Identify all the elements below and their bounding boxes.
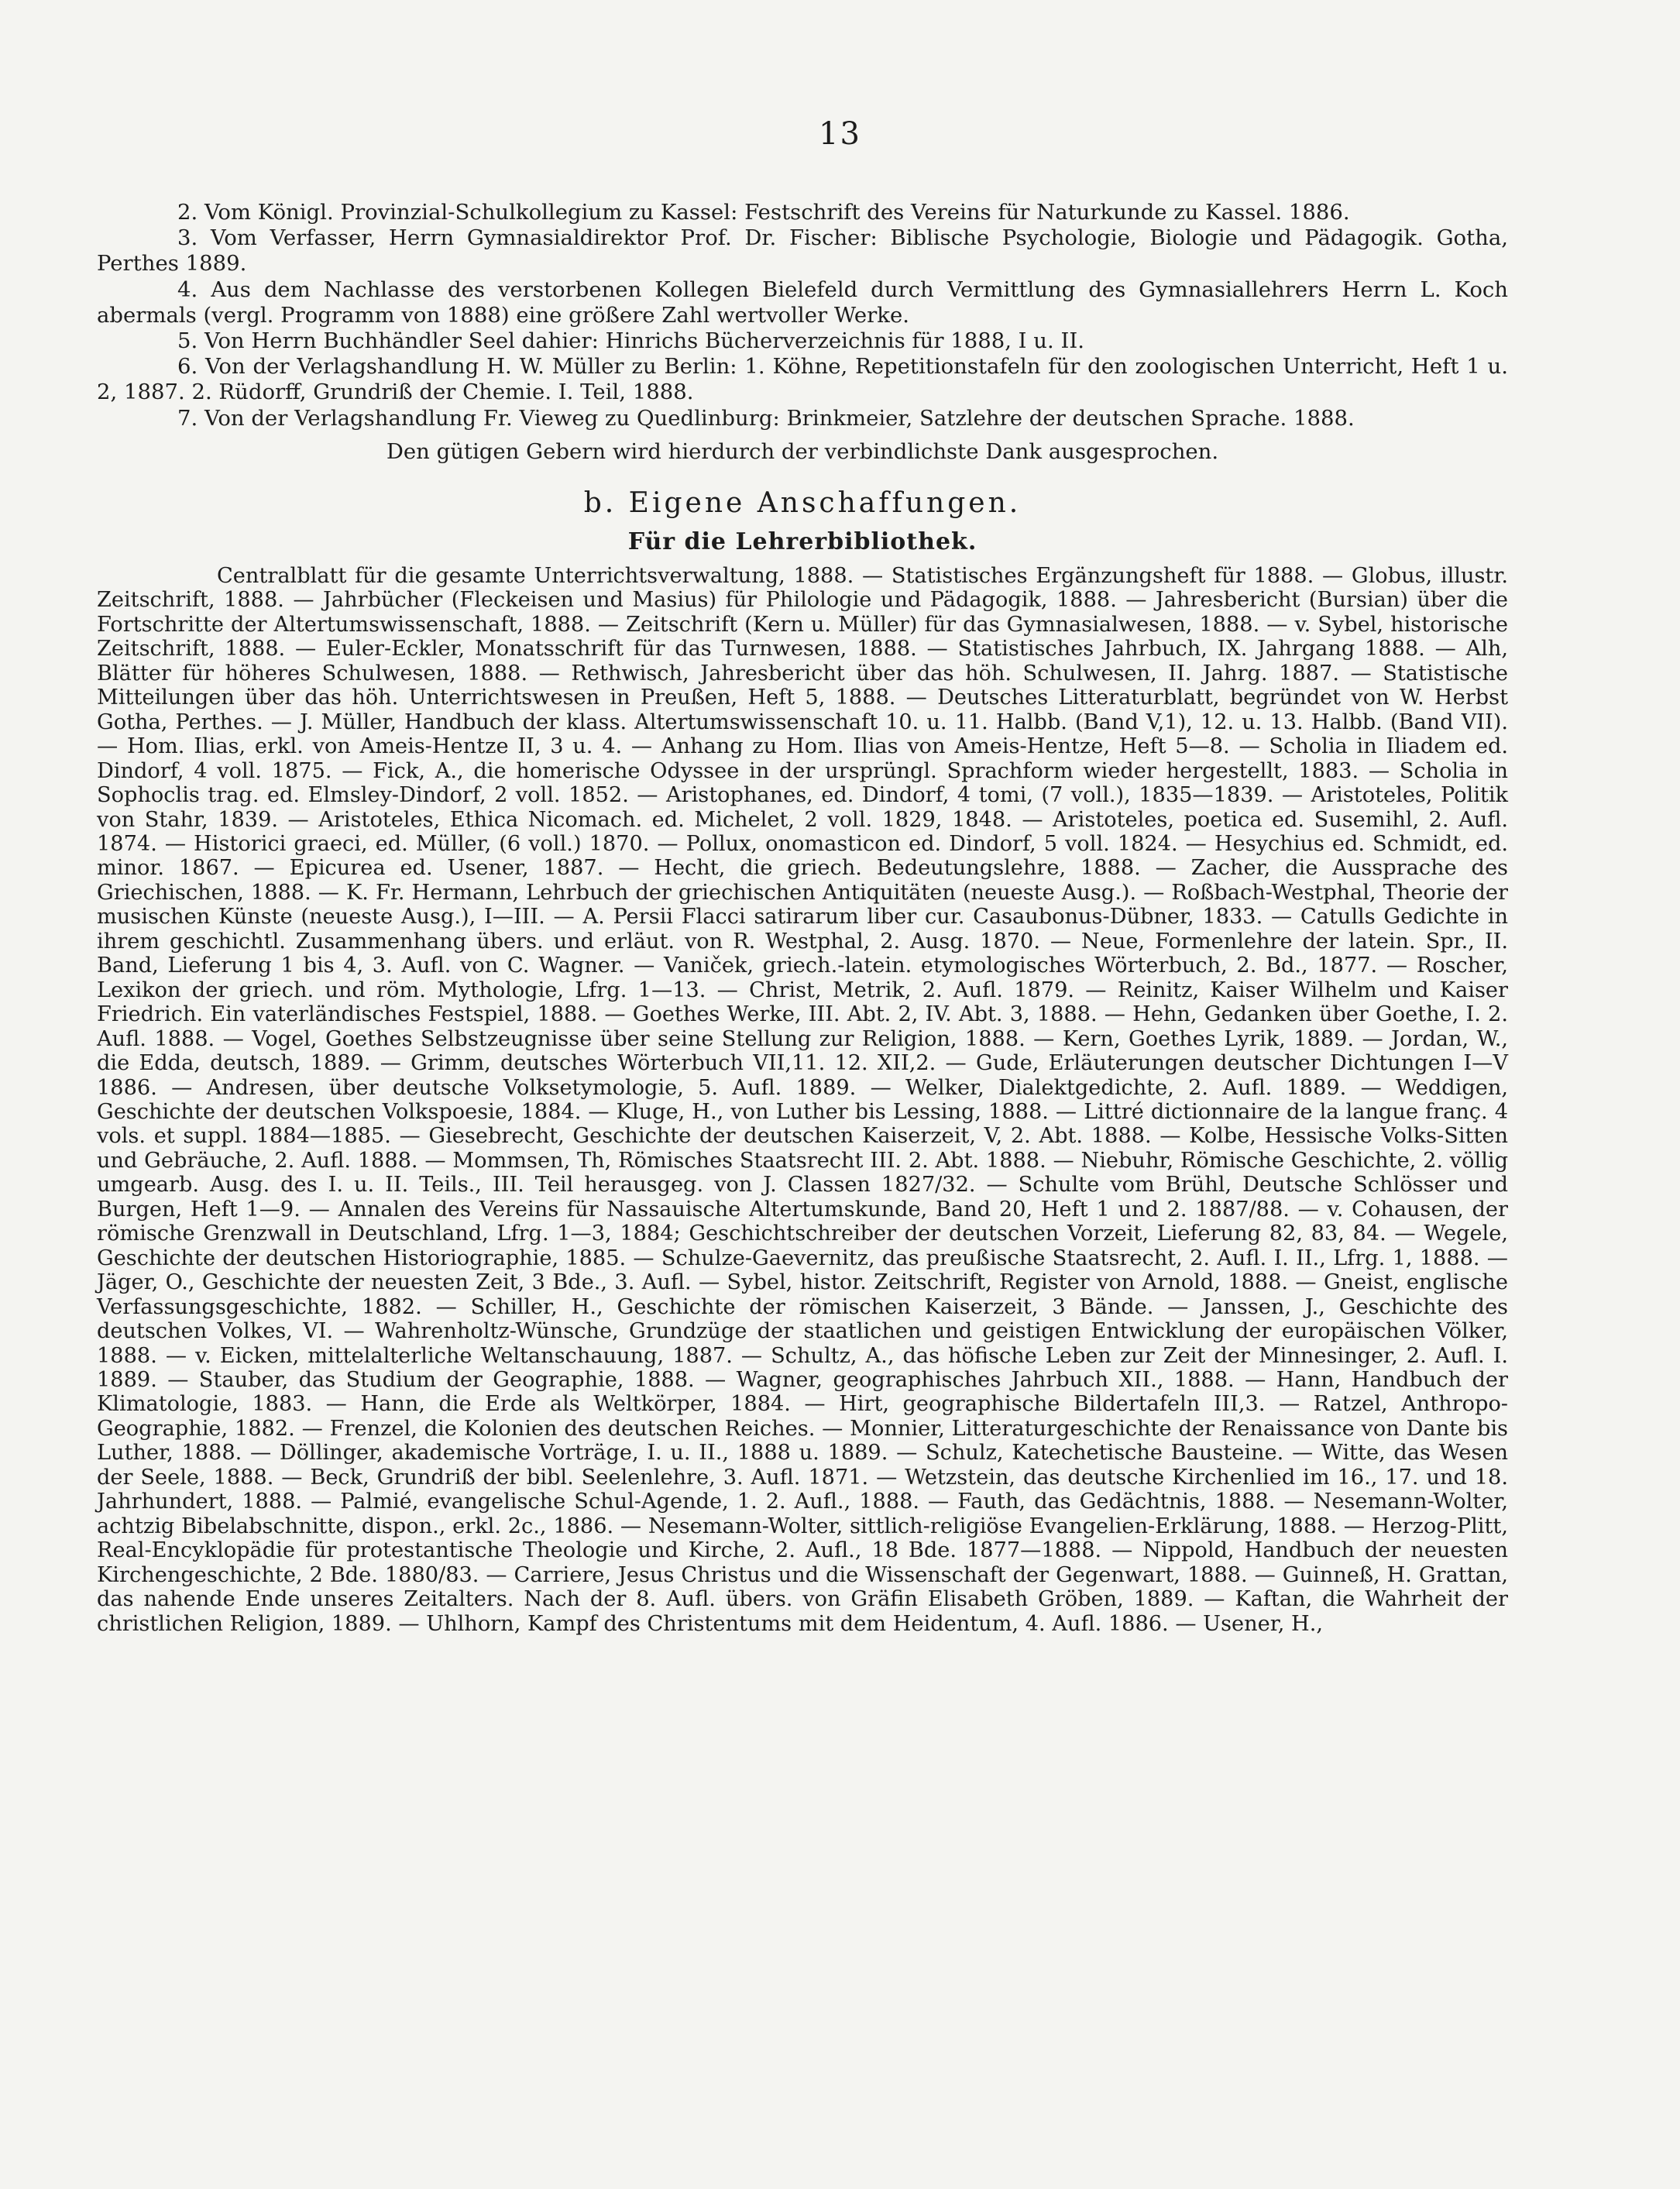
donation-item: 2. Vom Königl. Provinzial-Schulkollegium zu Kassel: Festschrift des Vereins für Naturkunde zu Kassel. 1886. bbox=[177, 200, 1350, 225]
sub-heading: Für die Lehrerbibliothek. bbox=[627, 528, 977, 556]
donation-item: 5. Von Herrn Buchhändler Seel dahier: Hinrichs Bücherverzeichnis für 1888, I u. II. bbox=[177, 328, 1084, 354]
thanks-line: Den gütigen Gebern wird hierdurch der verbindlichste Dank ausgesprochen. bbox=[386, 438, 1219, 464]
catalog-paragraph: Centralblatt für die gesamte Unterrichtsverwaltung, 1888. — Statistisches Ergänzungsheft für 1888. — Globus, illustr. Zeitschrift, 1888. — Jahrbücher (Fleckeisen und Masius) für Philologie und Pädagogik, 1888. — Jahresbericht (Bursian) über die Fortschritte der Altertumswissenschaft, 1888. — Zeitschrift (Kern u. Müller) für das Gymnasialwesen, 1888. — v. Sybel, historische Zeitschrift, 1888. — Euler-Eckler, Monatsschrift für das Turnwesen, 1888. — Statistisches Jahrbuch, IX. Jahrgang 1888. — Alh, Blätter für höheres Schulwesen, 1888. — Rethwisch, Jahresbericht über das höh. Schulwesen, II. Jahrg. 1887. — Statistische Mitteilungen über das höh. Unterrichtswesen in Preußen, Heft 5, 1888. — Deutsches Litteraturblatt, begründet von W. Herbst Gotha, Perthes. — J. Müller, Handbuch der klass. Altertumswissenschaft 10. u. 11. Halbb. (Band V,1), 12. u. 13. Halbb. (Band VII). — Hom. Ilias, erkl. von Ameis-Hentze II, 3 u. 4. — Anhang zu Hom. Ilias von Ameis-Hentze, Heft 5—8. — Scholia in Iliadem ed. Dindorf, 4 voll. 1875. — Fick, A., die homerische Odyssee in der ursprüngl. Sprachform wieder hergestellt, 1883. — Scholia in Sophoclis trag. ed. Elmsley-Dindorf, 2 voll. 1852. — Aristophanes, ed. Dindorf, 4 tomi, (7 voll.), 1835—1839. — Aristoteles, Politik von Stahr, 1839. — Aristoteles, Ethica Nicomach. ed. Michelet, 2 voll. 1829, 1848. — Aristoteles, poetica ed. Susemihl, 2. Aufl. 1874. — Historici graeci, ed. Müller, (6 voll.) 1870. — Pollux, onomasticon ed. Dindorf, 5 voll. 1824. — Hesychius ed. Schmidt, ed. minor. 1867. — Epicurea ed. Usener, 1887. — Hecht, die griech. Bedeutungslehre, 1888. — Zacher, die Aussprache des Griechischen, 1888. — K. Fr. Hermann, Lehrbuch der griechischen Antiquitäten (neueste Ausg.). — Roßbach-Westphal, Theorie der musischen Künste (neueste Ausg.), I—III. — A. Persii Flacci satirarum liber cur. Casaubonus-Dübner, 1833. — Catulls Gedichte in ihrem geschichtl. Zusammenhang übers. und erläut. von R. Westphal, 2. Ausg. 1870. — Neue, Formenlehre der latein. Spr., II. Band, Lieferung 1 bis 4, 3. Aufl. von C. Wagner. — Vaniček, griech.-latein. etymologisches Wörterbuch, 2. Bd., 1877. — Roscher, Lexikon der griech. und röm. Mythologie, Lfrg. 1—13. — Christ, Metrik, 2. Aufl. 1879. — Reinitz, Kaiser Wilhelm und Kaiser Friedrich. Ein vaterländisches Festspiel, 1888. — Goethes Werke, III. Abt. 2, IV. Abt. 3, 1888. — Hehn, Gedanken über Goethe, I. 2. Aufl. 1888. — Vogel, Goethes Selbstzeugnisse über seine Stellung zur Religion, 1888. — Kern, Goethes Lyrik, 1889. — Jordan, W., die Edda, deutsch, 1889. — Grimm, deutsches Wörterbuch VII,11. 12. XII,2. — Gude, Erläuterungen deutscher Dichtungen I—V 1886. — Andresen, über deutsche Volksetymologie, 5. Aufl. 1889. — Welker, Dialektgedichte, 2. Aufl. 1889. — Weddigen, Geschichte der deutschen Volkspoesie, 1884. — Kluge, H., von Luther bis Lessing, 1888. — Littré dictionnaire de la langue franç. 4 vols. et suppl. 1884—1885. — Giesebrecht, Geschichte der deutschen Kaiserzeit, V, 2. Abt. 1888. — Kolbe, Hessische Volks-Sitten und Gebräuche, 2. Aufl. 1888. — Mommsen, Th, Römisches Staatsrecht III. 2. Abt. 1888. — Niebuhr, Römische Geschichte, 2. völlig umgearb. Ausg. des I. u. II. Teils., III. Teil herausgeg. von J. Classen 1827/32. — Schulte vom Brühl, Deutsche Schlösser und Burgen, Heft 1—9. — Annalen des Vereins für Nassauische Altertumskunde, Band 20, Heft 1 und 2. 1887/88. — v. Cohausen, der römische Grenzwall in Deutschland, Lfrg. 1—3, 1884; Geschichtschreiber der deutschen Vorzeit, Lieferung 82, 83, 84. — Wegele, Geschichte der deutschen Historiographie, 1885. — Schulze-Gaevernitz, das preußische Staatsrecht, 2. Aufl. I. II., Lfrg. 1, 1888. — Jäger, O., Geschichte der neuesten Zeit, 3 Bde., 3. Aufl. — Sybel, histor. Zeitschrift, Register von Arnold, 1888. — Gneist, englische Verfassungsgeschichte, 1882. — Schiller, H., Geschichte der römischen Kaiserzeit, 3 Bände. — Janssen, J., Geschichte des deutschen Volkes, VI. — Wahrenholtz-Wünsche, Grundzüge der staatlichen und geistigen Entwicklung der europäischen Völker, 1888. — v. Eicken, mittelalterliche Weltanschauung, 1887. — Schultz, A., das höfische Leben zur Zeit der Minnesinger, 2. Aufl. I. 1889. — Stauber, das Studium der Geographie, 1888. — Wagner, geographisches Jahrbuch XII., 1888. — Hann, Handbuch der Klimatologie, 1883. — Hann, die Erde als Weltkörper, 1884. — Hirt, geographische Bildertafeln III,3. — Ratzel, Anthropo-Geographie, 1882. — Frenzel, die Kolonien des deutschen Reiches. — Monnier, Litteraturgeschichte der Renaissance von Dante bis Luther, 1888. — Döllinger, akademische Vorträge, I. u. II., 1888 u. 1889. — Schulz, Katechetische Bausteine. — Witte, das Wesen der Seele, 1888. — Beck, Grundriß der bibl. Seelenlehre, 3. Aufl. 1871. — Wetzstein, das deutsche Kirchenlied im 16., 17. und 18. Jahrhundert, 1888. — Palmié, evangelische Schul-Agende, 1. 2. Aufl., 1888. — Fauth, das Gedächtnis, 1888. — Nesemann-Wolter, achtzig Bibelabschnitte, dispon., erkl. 2c., 1886. — Nesemann-Wolter, sittlich-religiöse Evangelien-Erklärung, 1888. — Herzog-Plitt, Real-Encyklopädie für protestantische Theologie und Kirche, 2. Aufl., 18 Bde. 1877—1888. — Nippold, Handbuch der neuesten Kirchengeschichte, 2 Bde. 1880/83. — Carriere, Jesus Christus und die Wissenschaft der Gegenwart, 1888. — Guinneß, H. Grattan, das nahende Ende unseres Zeitalters. Nach der 8. Aufl. übers. von Gräfin Elisabeth Gröben, 1889. — Kaftan, die Wahrheit der christlichen Religion, 1889. — Uhlhorn, Kampf des Christentums mit dem Heidentum, 4. Aufl. 1886. — Usener, H., bbox=[97, 564, 1508, 1636]
section-heading: b. Eigene Anschaffungen. bbox=[583, 487, 1022, 520]
donation-item: 6. Von der Verlagshandlung H. W. Müller zu Berlin: 1. Köhne, Repetitionstafeln für den zoologischen Unterricht, Heft 1 u. 2, 1887. 2. Rüdorff, Grundriß der Chemie. I. Teil, 1888. bbox=[97, 354, 1508, 405]
donation-item: 7. Von der Verlagshandlung Fr. Vieweg zu Quedlinburg: Brinkmeier, Satzlehre der deutschen Sprache. 1888. bbox=[177, 405, 1355, 431]
donation-item: 4. Aus dem Nachlasse des verstorbenen Kollegen Bielefeld durch Vermittlung des Gymnasiallehrers Herrn L. Koch abermals (vergl. Programm von 1888) eine größere Zahl wertvoller Werke. bbox=[97, 277, 1508, 328]
page-number: 13 bbox=[819, 116, 861, 152]
donation-item: 3. Vom Verfasser, Herrn Gymnasialdirektor Prof. Dr. Fischer: Biblische Psychologie, Biologie und Pädagogik. Gotha, Perthes 1889. bbox=[97, 225, 1508, 277]
page-content bbox=[97, 200, 1508, 1636]
